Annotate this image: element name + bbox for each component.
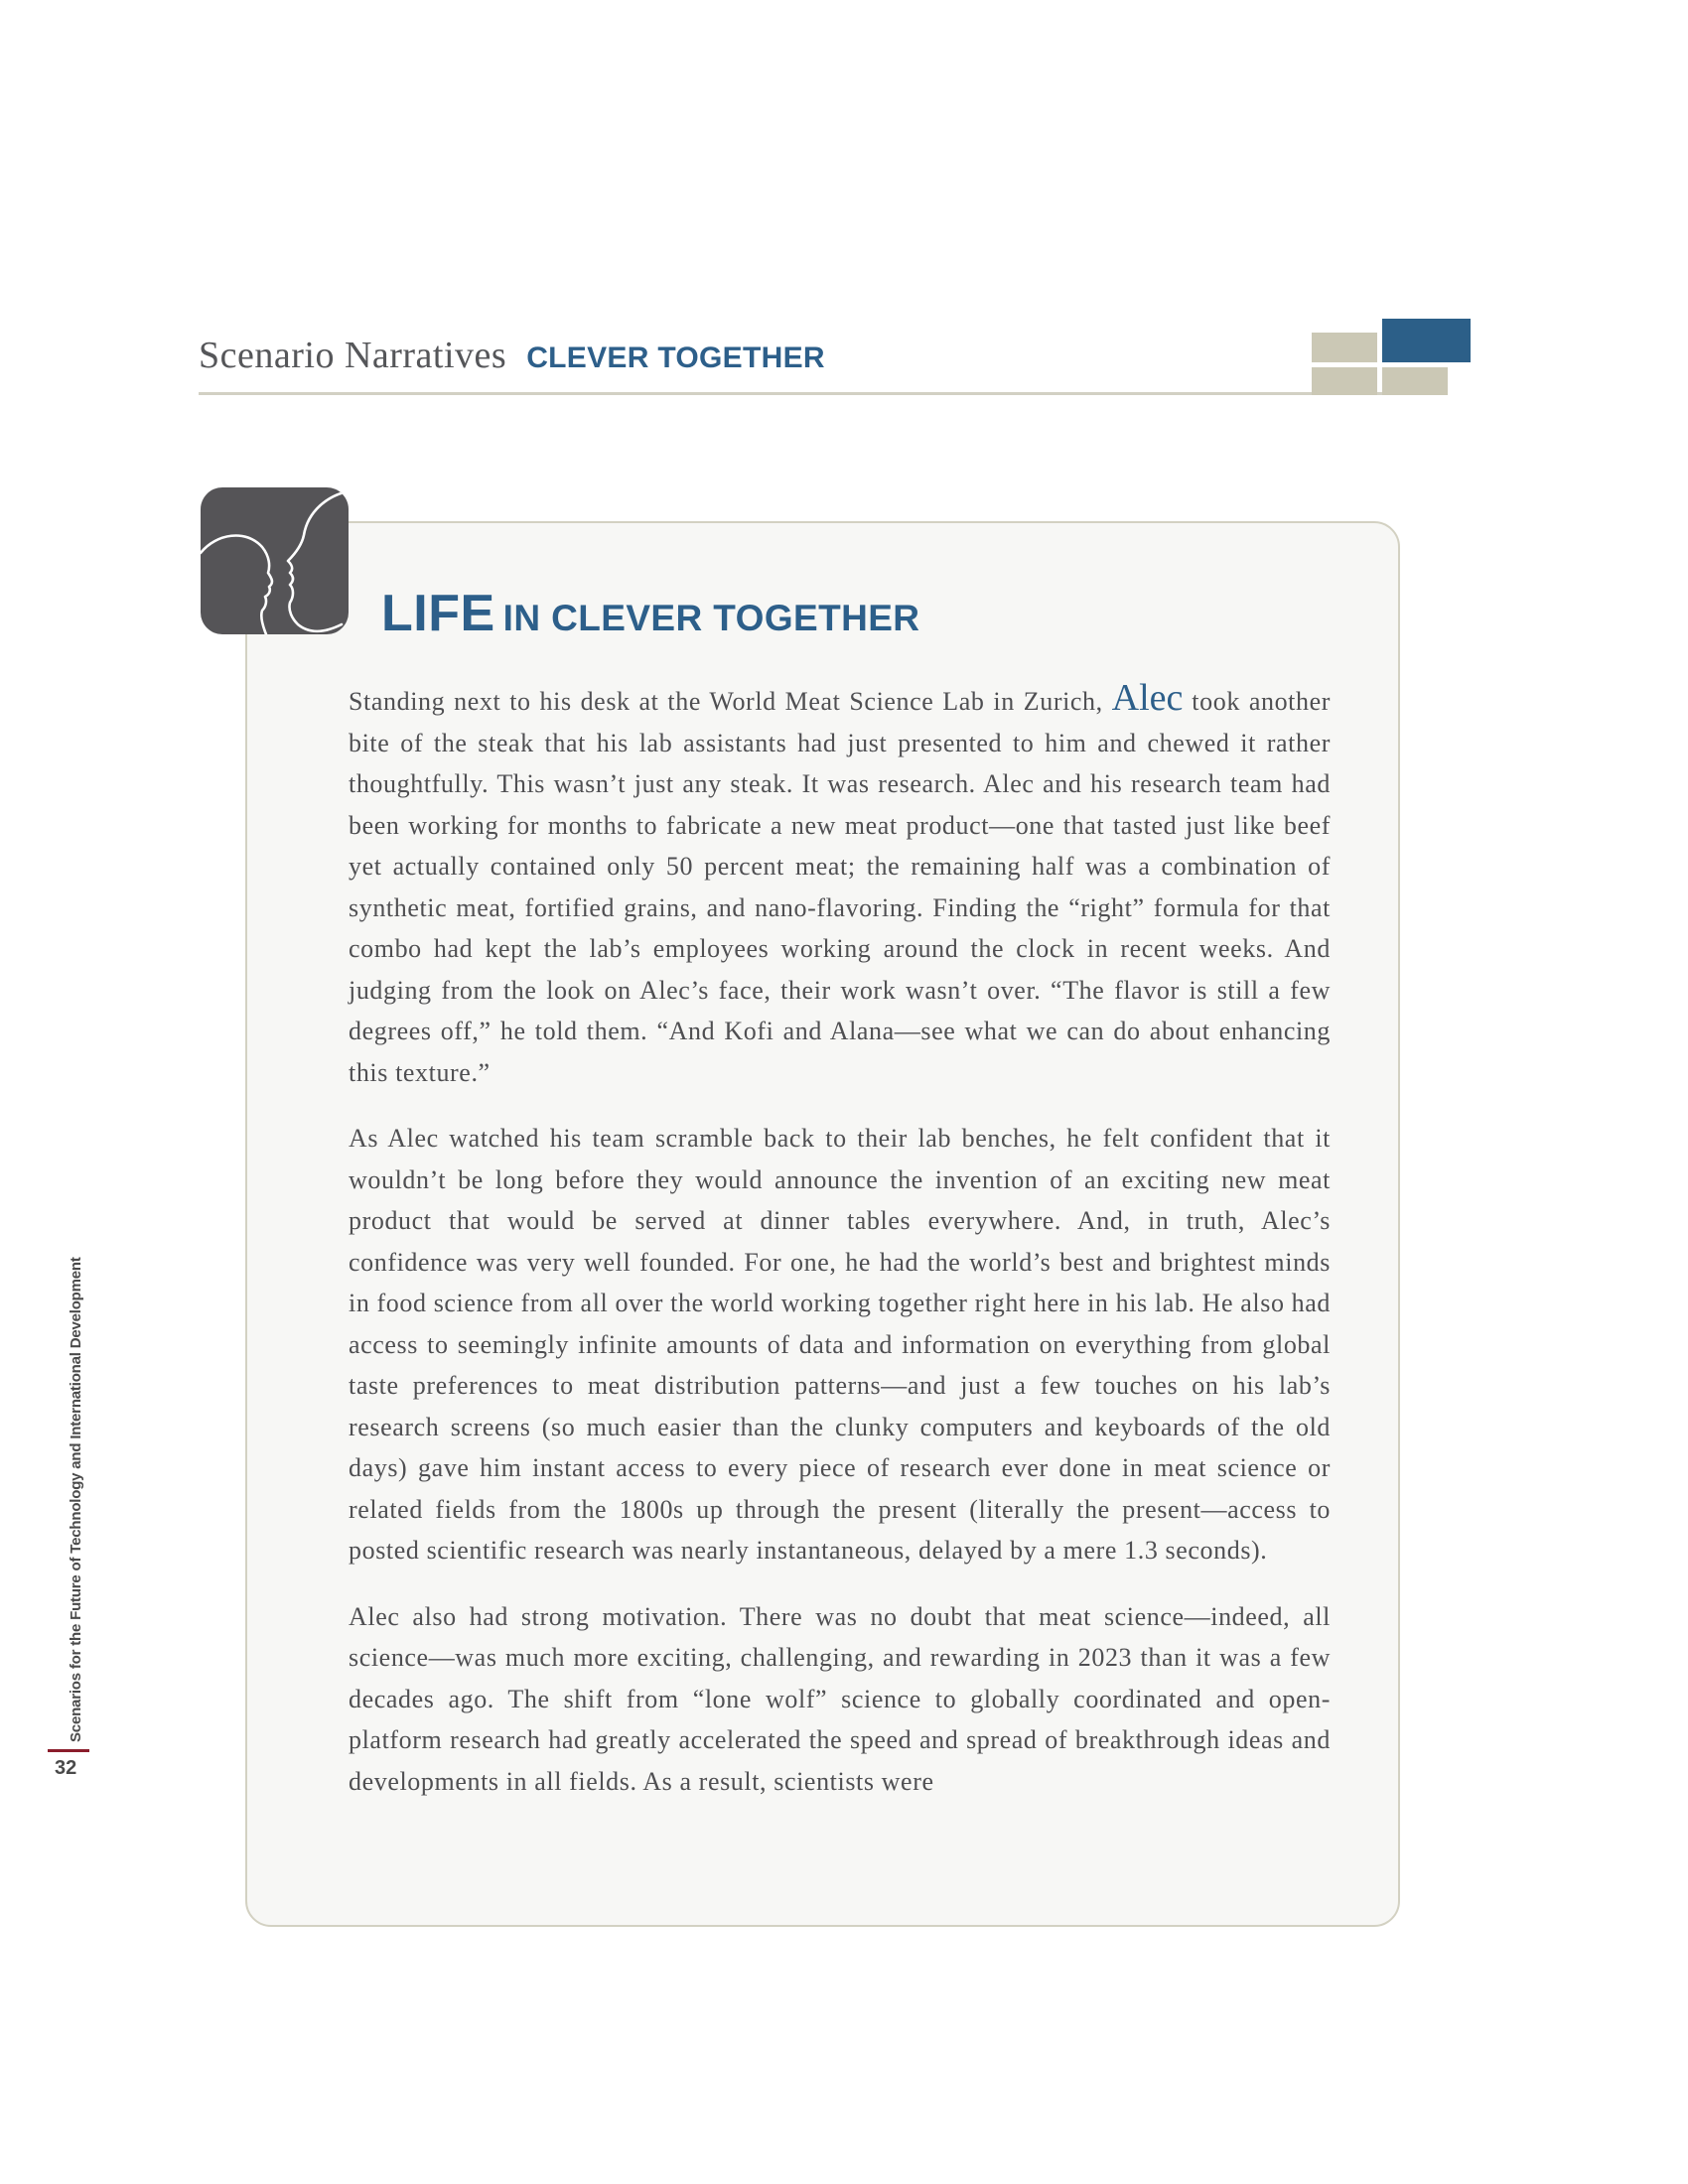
decorative-tile-accent: [1382, 319, 1471, 362]
two-faces-icon: [201, 487, 349, 634]
paragraph-text: took another bite of the steak that his lab assistants had just presented to him and chewed it rather thoughtfully. This wasn’t just any steak. It was research. Alec and his research team had been working for months to fabricate a new meat product—one that tasted just like beef yet actually contained only 50 percent meat; the remaining half was a combination of synthetic meat, fortified grains, and nano-flavoring. Finding the “right” formula for that combo had kept the lab’s employees working around the clock in recent weeks. And judging from the look on Alec’s face, their work wasn’t over. “The flavor is still a few degrees off,” he told them. “And Kofi and Alana—see what we can do about enhancing this texture.”: [349, 687, 1331, 1087]
story-body: [349, 677, 1331, 1827]
page-number: 32: [55, 1757, 77, 1779]
paragraph: [349, 677, 1331, 1093]
paragraph: Alec also had strong motivation. There was no doubt that meat science—indeed, all science—was much more exciting, challenging, and rewarding in 2023 than it was a few decades ago. The shift from “lone wolf” science to globally coordinated and open-platform research had greatly accelerated the speed and spread of breakthrough ideas and developments in all fields. As a result, scientists were: [349, 1601, 1331, 1796]
running-header: [199, 334, 825, 377]
series-title-vertical: Scenarios for the Future of Technology and International Development: [68, 1257, 84, 1742]
decorative-tile: [1312, 367, 1377, 395]
paragraph: As Alec watched his team scramble back to their lab benches, he felt confident that it wouldn’t be long before they would announce the invention of an exciting new meat product that would be served at dinner tables everywhere. And, in truth, Alec’s confidence was very well founded. For one, he had the world’s best and brightest minds in food science from all over the world working together right here in his lab. He also had access to seemingly infinite amounts of data and information on everything from global taste preferences to meat distribution patterns—and just a few touches on his lab’s research screens (so much easier than the clunky computers and keyboards of the old days) gave him instant access to every piece of research ever done in meat science or related fields from the 1800s up through the present (literally the present—access to posted scientific research was nearly instantaneous, delayed by a mere 1.3 seconds).: [349, 1124, 1331, 1565]
paragraph-lead: Standing next to his desk at the World Meat Science Lab in Zurich,: [349, 687, 1112, 716]
story-title-main: LIFE: [381, 585, 495, 642]
section-title: Scenario Narratives: [199, 335, 507, 376]
page-number-rule: [48, 1749, 89, 1752]
header-rule: [199, 392, 1448, 395]
story-title: [381, 584, 919, 643]
story-title-sub: IN CLEVER TOGETHER: [502, 598, 920, 638]
character-name: Alec: [1111, 677, 1184, 719]
decorative-tile: [1312, 333, 1377, 362]
chapter-title: CLEVER TOGETHER: [526, 341, 825, 374]
decorative-tile: [1382, 367, 1448, 395]
